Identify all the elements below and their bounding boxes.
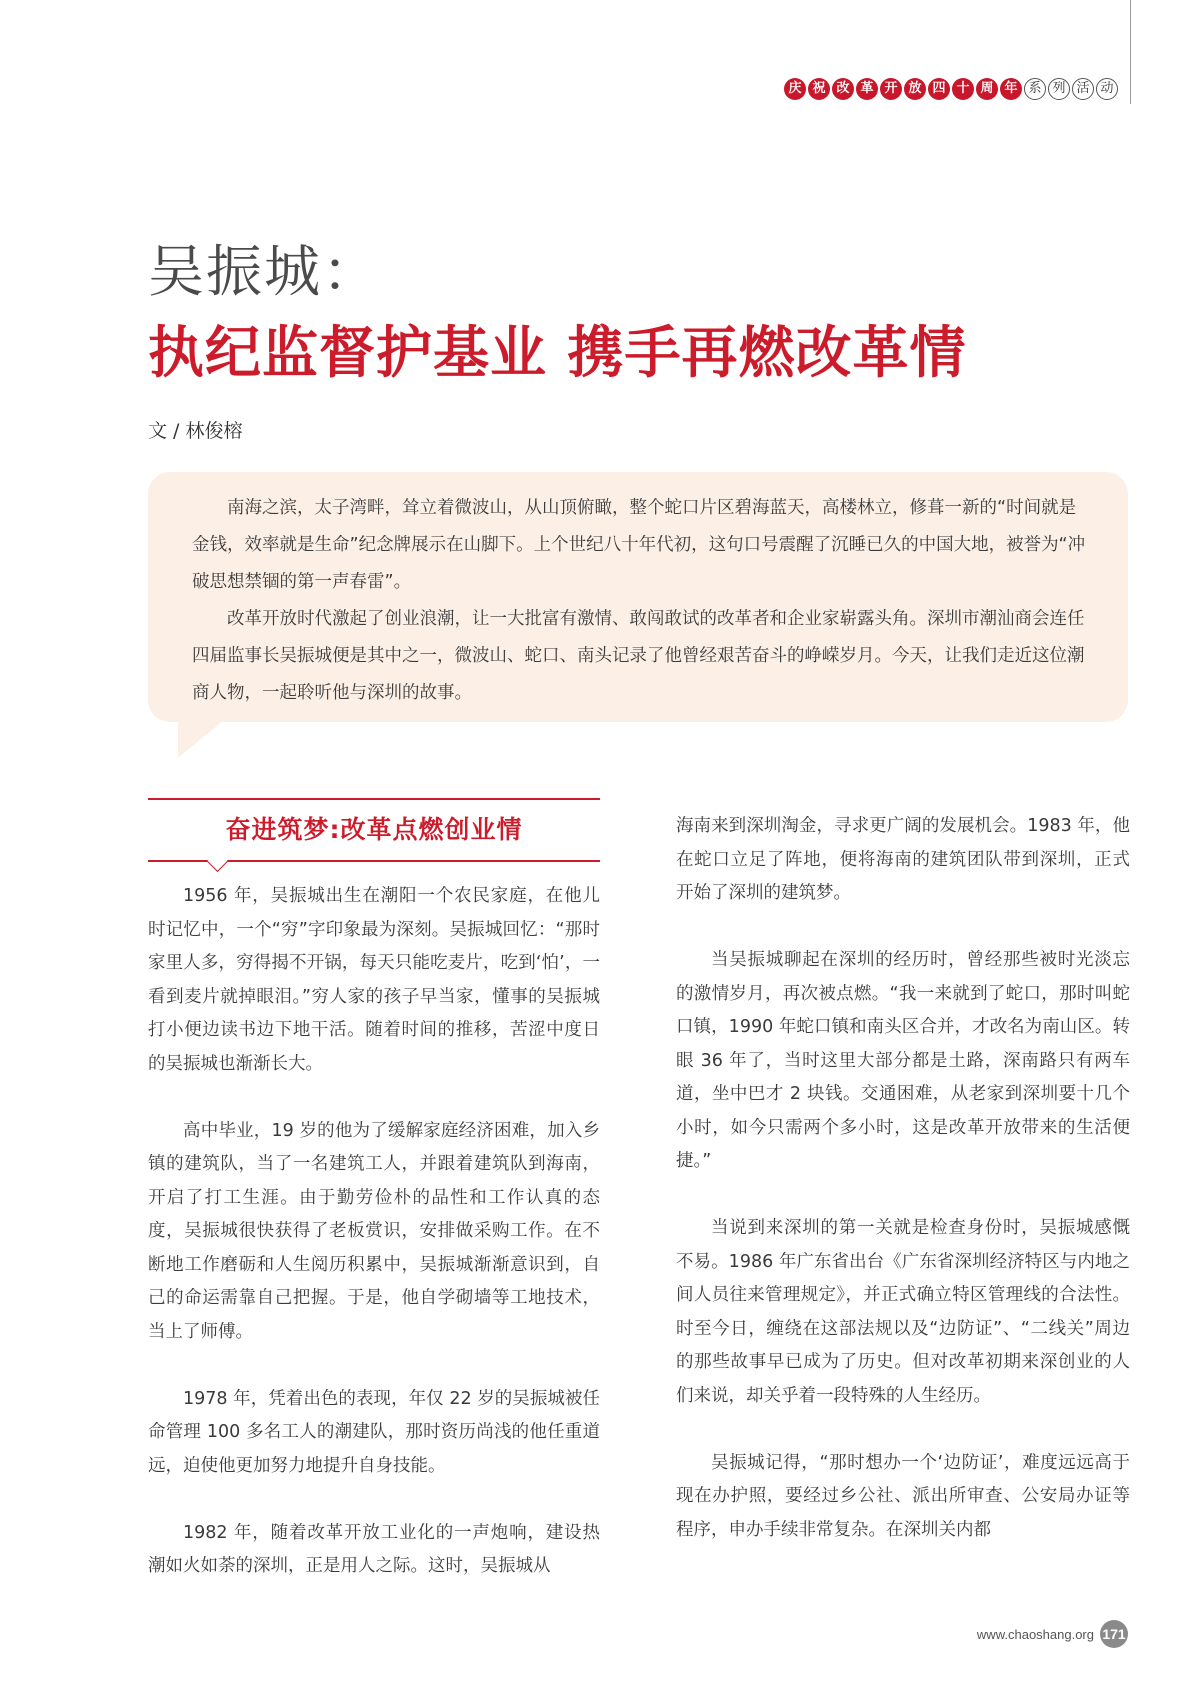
- page-edge-rule: [1130, 0, 1131, 104]
- body-paragraph: 1982 年，随着改革开放工业化的一声炮响，建设热潮如火如荼的深圳，正是用人之际。这时，吴振城从: [148, 1522, 600, 1576]
- footer-site-link[interactable]: www.chaoshang.org: [976, 1626, 1094, 1642]
- page-number-badge: 171: [1100, 1620, 1128, 1648]
- series-char: 周: [976, 78, 998, 100]
- series-char: 四: [928, 78, 950, 100]
- series-char: 革: [856, 78, 878, 100]
- series-char: 活: [1072, 78, 1094, 100]
- series-char: 十: [952, 78, 974, 100]
- column-left: [148, 880, 600, 1584]
- series-char: 列: [1048, 78, 1070, 100]
- page-footer: [977, 1620, 1128, 1648]
- body-paragraph: 当吴振城聊起在深圳的经历时，曾经那些被时光淡忘的激情岁月，再次被点燃。“我一来就到了蛇口，那时叫蛇口镇，1990 年蛇口镇和南头区合并，才改名为南山区。转眼 36 年了，当时这里大部分都是土路，深南路只有两车道，坐中巴才 2 块钱。交通困难，从老家到深圳要十几个小时，如今只需两个多小时，这是改革开放带来的生活便捷。”: [676, 950, 1130, 1171]
- section-heading: [148, 798, 600, 864]
- series-char: 放: [904, 78, 926, 100]
- article-byline: 文 / 林俊榕: [148, 420, 243, 442]
- column-right: [676, 810, 1130, 1547]
- section-notch: [207, 851, 228, 872]
- body-paragraph: 当说到来深圳的第一关就是检查身份时，吴振城感慨不易。1986 年广东省出台《广东省深圳经济特区与内地之间人员往来管理规定》，并正式确立特区管理线的合法性。时至今日，缠绕在这部法规以及“边防证”、“二线关”周边的那些故事早已成为了历史。但对改革初期来深创业的人们来说，却关乎着一段特殊的人生经历。: [676, 1218, 1130, 1406]
- body-paragraph: 吴振城记得，“那时想办一个‘边防证’，难度远远高于现在办护照，要经过乡公社、派出所审查、公安局办证等程序，申办手续非常复杂。在深圳关内都: [676, 1452, 1130, 1540]
- series-char: 动: [1096, 78, 1118, 100]
- series-char: 系: [1024, 78, 1046, 100]
- intro-paragraph: 南海之滨，太子湾畔，耸立着微波山，从山顶俯瞰，整个蛇口片区碧海蓝天，高楼林立，修葺一新的“时间就是金钱，效率就是生命”纪念牌展示在山脚下。上个世纪八十年代初，这句口号震醒了沉睡已久的中国大地，被誉为“冲破思想禁锢的第一声春雷”。: [192, 498, 1086, 592]
- body-paragraph: 1956 年，吴振城出生在潮阳一个农民家庭，在他儿时记忆中，一个“穷”字印象最为深刻。吴振城回忆：“那时家里人多，穷得揭不开锅，每天只能吃麦片，吃到‘怕’，一看到麦片就掉眼泪。”穷人家的孩子早当家，懂事的吴振城打小便边读书边下地干活。随着时间的推移，苦涩中度日的吴振城也渐渐长大。: [148, 886, 600, 1074]
- section-heading-label: 奋进筑梦:改革点燃创业情: [225, 815, 523, 844]
- intro-box: [148, 472, 1128, 722]
- series-char: 开: [880, 78, 902, 100]
- series-char: 祝: [808, 78, 830, 100]
- intro-paragraph: 改革开放时代激起了创业浪潮，让一大批富有激情、敢闯敢试的改革者和企业家崭露头角。深圳市潮汕商会连任四届监事长吴振城便是其中之一，微波山、蛇口、南头记录了他曾经艰苦奋斗的峥嵘岁月。今天，让我们走近这位潮商人物，一起聆听他与深圳的故事。: [192, 609, 1085, 703]
- section-rule-top: [148, 798, 600, 800]
- body-paragraph: 海南来到深圳淘金，寻求更广阔的发展机会。1983 年，他在蛇口立足了阵地，便将海南的建筑团队带到深圳，正式开始了深圳的建筑梦。: [676, 816, 1130, 903]
- body-paragraph: 高中毕业，19 岁的他为了缓解家庭经济困难，加入乡镇的建筑队，当了一名建筑工人，并跟着建筑队到海南，开启了打工生涯。由于勤劳俭朴的品性和工作认真的态度，吴振城很快获得了老板赏识，安排做采购工作。在不断地工作磨砺和人生阅历积累中，吴振城渐渐意识到，自己的命运需靠自己把握。于是，他自学砌墙等工地技术，当上了师傅。: [148, 1120, 600, 1342]
- series-char: 庆: [784, 78, 806, 100]
- intro-bubble-tail: [178, 720, 224, 758]
- body-paragraph: 1978 年，凭着出色的表现，年仅 22 岁的吴振城被任命管理 100 多名工人的潮建队，那时资历尚浅的他任重道远，迫使他更加努力地提升自身技能。: [148, 1388, 600, 1476]
- article-title-headline: 执纪监督护基业 携手再燃改革情: [148, 321, 967, 386]
- series-char: 年: [1000, 78, 1022, 100]
- series-char: 改: [832, 78, 854, 100]
- series-banner: [784, 78, 1118, 100]
- article-title-name: 吴振城：: [148, 240, 380, 305]
